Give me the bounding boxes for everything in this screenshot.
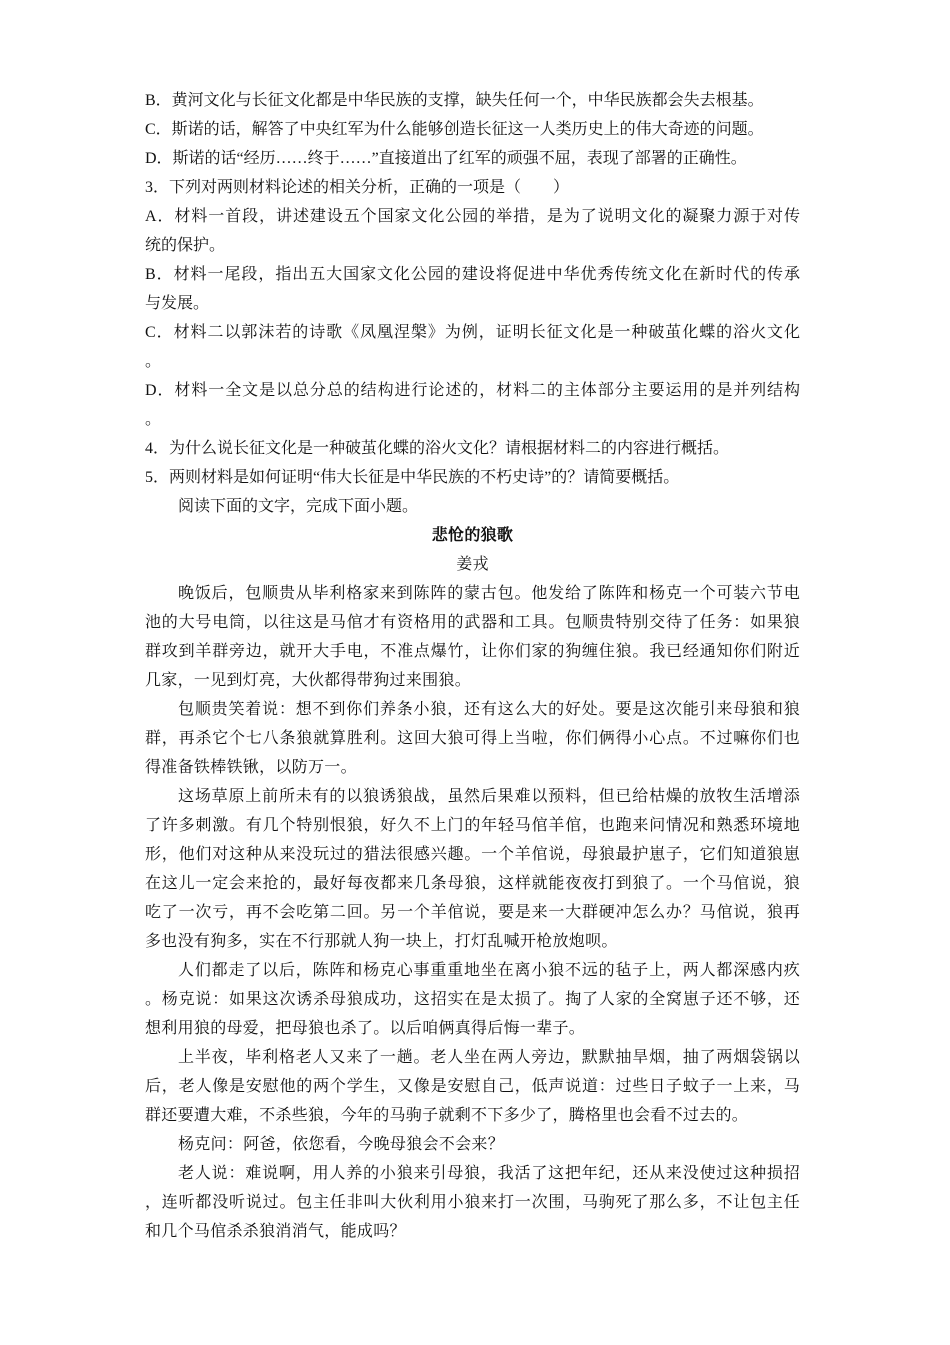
story-body [145, 579, 800, 1246]
text-line: B．材料一尾段，指出五大国家文化公园的建设将促进中华优秀传统文化在新时代的传承 [145, 266, 800, 283]
text-line: 群，再杀它个七八条狼就算胜利。这回大狼可得上当啦，你们俩得小心点。不过嘛你们也 [145, 730, 800, 747]
question-item [145, 173, 800, 202]
question-item [145, 86, 800, 115]
text-line: 这场草原上前所未有的以狼诱狼战，虽然后果难以预料，但已给枯燥的放牧生活增添 [178, 788, 800, 805]
question-item [145, 463, 800, 492]
text-line: 群攻到羊群旁边，就开大手电，不准点爆竹，让你们家的狗缠住狼。我已经通知你们附近 [145, 643, 800, 660]
story-section [145, 521, 800, 1246]
story-paragraph [145, 956, 800, 1043]
text-line: 。 [145, 353, 162, 370]
text-line: A．材料一首段，讲述建设五个国家文化公园的举措，是为了说明文化的凝聚力源于对传 [145, 208, 800, 225]
text-line: 与发展。 [145, 295, 210, 312]
text-line: D．材料一全文是以总分总的结构进行论述的，材料二的主体部分主要运用的是并列结构 [145, 382, 800, 399]
story-title: 悲怆的狼歌 [431, 527, 514, 544]
question-item [145, 376, 800, 434]
text-line: 。杨克说：如果这次诱杀母狼成功，这招实在是太损了。掏了人家的全窝崽子还不够，还 [145, 991, 800, 1008]
text-line: 3．下列对两则材料论述的相关分析，正确的一项是（ ） [145, 179, 570, 196]
text-line: 群还要遭大难，不杀些狼，今年的马驹子就剩不下多少了，腾格里也会看不过去的。 [145, 1107, 749, 1124]
document-page [145, 86, 800, 1246]
question-list [145, 86, 800, 492]
text-line: 。 [145, 411, 162, 428]
question-item [145, 115, 800, 144]
question-item [145, 144, 800, 173]
text-line: 包顺贵笑着说：想不到你们养条小狼，还有这么大的好处。要是这次能引来母狼和狼 [178, 701, 800, 718]
text-line: 得准备铁棒铁锹，以防万一。 [145, 759, 357, 776]
text-line: 统的保护。 [145, 237, 226, 254]
text-line: 4．为什么说长征文化是一种破茧化蝶的浴火文化？请根据材料二的内容进行概括。 [145, 440, 730, 457]
story-paragraph [145, 782, 800, 956]
text-line: 形，他们对这种从来没玩过的猎法很感兴趣。一个羊倌说，母狼最护崽子，它们知道狼崽 [145, 846, 800, 863]
story-author: 姜戎 [456, 556, 489, 573]
story-paragraph [145, 579, 800, 695]
text-line: 人们都走了以后，陈阵和杨克心事重重地坐在离小狼不远的毡子上，两人都深感内疚 [178, 962, 800, 979]
text-line: C．材料二以郭沫若的诗歌《凤凰涅槃》为例，证明长征文化是一种破茧化蝶的浴火文化 [145, 324, 800, 341]
text-line: 杨克问：阿爸，依您看，今晚母狼会不会来？ [178, 1136, 505, 1153]
text-line: 老人说：难说啊，用人养的小狼来引母狼，我活了这把年纪，还从来没使过这种损招 [178, 1165, 800, 1182]
text-line: 5．两则材料是如何证明“伟大长征是中华民族的不朽史诗”的？请简要概括。 [145, 469, 680, 486]
text-line: 晚饭后，包顺贵从毕利格家来到陈阵的蒙古包。他发给了陈阵和杨克一个可装六节电 [178, 585, 800, 602]
text-line: 吃了一次亏，再不会吃第二回。另一个羊倌说，要是来一大群硬冲怎么办？马倌说，狼再 [145, 904, 800, 921]
text-line: 池的大号电筒，以往这是马倌才有资格用的武器和工具。包顺贵特别交待了任务：如果狼 [145, 614, 800, 631]
story-paragraph [145, 1159, 800, 1246]
text-line: ，连听都没听说过。包主任非叫大伙利用小狼来打一次围，马驹死了那么多，不让包主任 [145, 1194, 800, 1211]
text-line: 后，老人像是安慰他的两个学生，又像是安慰自己，低声说道：过些日子蚊子一上来，马 [145, 1078, 800, 1095]
story-paragraph [145, 1130, 800, 1159]
question-item [145, 260, 800, 318]
text-line: 多也没有狗多，实在不行那就人狗一块上，打灯乱喊开枪放炮呗。 [145, 933, 618, 950]
text-line: 上半夜，毕利格老人又来了一趟。老人坐在两人旁边，默默抽旱烟，抽了两烟袋锅以 [178, 1049, 800, 1066]
reading-instruction: 阅读下面的文字，完成下面小题。 [178, 498, 419, 515]
text-line: 在这儿一定会来抢的，最好每夜都来几条母狼，这样就能夜夜打到狼了。一个马倌说，狼 [145, 875, 800, 892]
question-item [145, 202, 800, 260]
text-line: 了许多刺激。有几个特别恨狼，好久不上门的年轻马倌羊倌，也跑来问情况和熟悉环境地 [145, 817, 800, 834]
question-item [145, 318, 800, 376]
text-line: 想利用狼的母爱，把母狼也杀了。以后咱俩真得后悔一辈子。 [145, 1020, 586, 1037]
text-line: 几家，一见到灯亮，大伙都得带狗过来围狼。 [145, 672, 472, 689]
story-paragraph [145, 695, 800, 782]
story-paragraph [145, 1043, 800, 1130]
text-line: B．黄河文化与长征文化都是中华民族的支撑，缺失任何一个，中华民族都会失去根基。 [145, 92, 764, 109]
text-line: 和几个马倌杀杀狼消消气，能成吗？ [145, 1223, 406, 1240]
text-line: D．斯诺的话“经历……终于……”直接道出了红军的顽强不屈，表现了部署的正确性。 [145, 150, 747, 167]
question-item [145, 434, 800, 463]
text-line: C．斯诺的话，解答了中央红军为什么能够创造长征这一人类历史上的伟大奇迹的问题。 [145, 121, 764, 138]
